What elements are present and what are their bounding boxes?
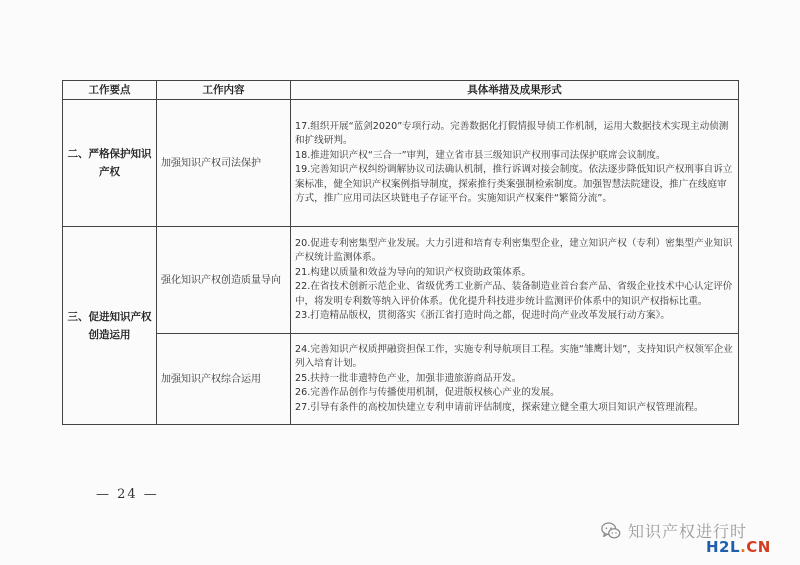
measure-item: 23.打造精品版权，贯彻落实《浙江省打造时尚之都，促进时尚产业改革发展行动方案》。 [295,310,671,321]
measure-item: 21.构建以质量和效益为导向的知识产权资助政策体系。 [295,266,531,278]
work-content-cell: 加强知识产权司法保护 [157,100,291,227]
measure-item: 26.完善作品创作与传播使用机制，促进版权核心产业的发展。 [295,387,560,399]
site-logo-part: . [740,538,747,556]
table-row [63,227,739,334]
page-number: — 24 — [96,487,159,502]
wechat-icon [600,520,622,542]
measure-item: 17.组织开展“蓝剑2020”专项行动。完善数据化打假情报导侦工作机制，运用大数据技术实现主动侦测和扩线研判。 [295,120,729,146]
work-content-cell: 强化知识产权创造质量导向 [157,227,291,334]
measure-item: 22.在省技术创新示范企业、省级优秀工业新产品、装备制造业首台套产品、省级企业技术中心认定评价中，将发明专利数等纳入评价体系。优化提升科技进步统计监测评价体系中的知识产权指标比重。 [295,281,733,307]
work-point-cell: 二、严格保护知识产权 [63,100,157,227]
work-content-cell: 加强知识产权综合运用 [157,334,291,425]
measures-cell [291,334,739,425]
watermark-text: 知识产权进行时 [628,522,748,541]
header-work-content: 工作内容 [157,81,291,100]
measures-cell [291,100,739,227]
measure-item: 20.促进专利密集型产业发展。大力引进和培育专利密集型企业，建立知识产权（专利）密集型产业知识产权统计监测体系。 [295,237,733,263]
measure-item: 18.推进知识产权“三合一”审判，建立省市县三级知识产权刑事司法保护联席会议制度。 [295,149,666,161]
header-work-point: 工作要点 [63,81,157,100]
measure-item: 19.完善知识产权纠纷调解协议司法确认机制，推行诉调对接会制度。依法逐步降低知识产权刑事自诉立案标准，健全知识产权案例指导制度，探索推行类案强制检索制度。加强智慧法院建设，推广在线庭审方式，推广应用司法区块链电子存证平台。实施知识产权案件“繁简分流”。 [295,164,733,204]
header-measures: 具体举措及成果形式 [291,81,739,100]
site-logo-part: H2L [706,538,741,556]
work-point-cell: 三、促进知识产权创造运用 [63,227,157,425]
site-logo [706,538,771,556]
table-row [63,334,739,425]
measures-cell [291,227,739,334]
measure-item: 27.引导有条件的高校加快建立专利申请前评估制度，探索建立健全重大项目知识产权管理流程。 [295,401,704,413]
measure-item: 24.完善知识产权质押融资担保工作，实施专利导航项目工程。实施“雏鹰计划”，支持知识产权领军企业列入培育计划。 [295,343,733,370]
table-row [63,100,739,227]
table-header-row [63,81,739,100]
site-logo-part: CN [746,538,771,556]
measure-item: 25.扶持一批非遗特色产业，加强非遗旅游商品开发。 [295,372,522,384]
measures-table [62,80,739,425]
